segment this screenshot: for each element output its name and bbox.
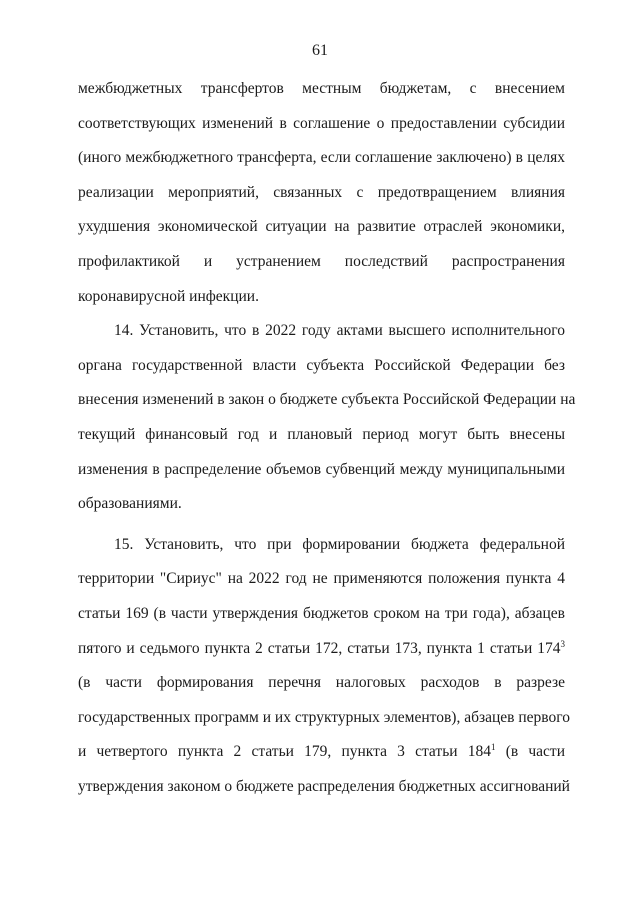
paragraph-continuation (78, 72, 565, 314)
text-line: статьи 169 (в части утверждения бюджетов сроком на три года), абзацев (78, 604, 565, 622)
text-line: утверждения законом о бюджете распределения бюджетных ассигнований (78, 777, 570, 795)
text-line-main: и четвертого пункта 2 статьи 179, пункта 3 статьи 184 (78, 743, 491, 761)
page-number: 61 (312, 42, 328, 59)
text-line: образованиями. (78, 495, 182, 513)
text-line: внесения изменений в закон о бюджете субъекта Российской Федерации на (78, 391, 576, 409)
paragraph-14 (78, 314, 576, 522)
text-line-main: пятого и седьмого пункта 2 статьи 172, статьи 173, пункта 1 статьи 174 (78, 639, 561, 657)
text-line: 15. Установить, что при формировании бюджета федеральной (114, 535, 565, 553)
paragraph-15 (78, 528, 570, 805)
text-line: текущий финансовый год и плановый период могут быть внесены (78, 425, 565, 443)
text-line (78, 632, 565, 667)
text-line: соответствующих изменений в соглашение о предоставлении субсидии (78, 114, 565, 132)
text-line-tail: (в части (505, 743, 566, 761)
text-line: коронавирусной инфекции. (78, 287, 259, 305)
text-line: территории "Сириус" на 2022 год не применяются положения пункта 4 (78, 570, 565, 588)
superscript-184: 1 (491, 742, 496, 753)
text-line: государственных программ и их структурных элементов), абзацев первого (78, 708, 570, 726)
text-line (78, 735, 565, 770)
document-body (78, 72, 576, 804)
text-line: (в части формирования перечня налоговых расходов в разрезе (78, 674, 565, 692)
text-line: межбюджетных трансфертов местным бюджетам, с внесением (78, 80, 565, 97)
superscript-174: 3 (560, 638, 565, 649)
text-line: профилактикой и устранением последствий распространения (78, 252, 565, 270)
text-line: 14. Установить, что в 2022 году актами высшего исполнительного (114, 322, 565, 340)
text-line: ухудшения экономической ситуации на развитие отраслей экономики, (78, 218, 565, 236)
text-line: реализации мероприятий, связанных с предотвращением влияния (78, 183, 565, 201)
text-line: (иного межбюджетного трансферта, если соглашение заключено) в целях (78, 149, 565, 167)
text-line: органа государственной власти субъекта Российской Федерации без (78, 356, 565, 374)
text-line: изменения в распределение объемов субвенций между муниципальными (78, 460, 565, 478)
